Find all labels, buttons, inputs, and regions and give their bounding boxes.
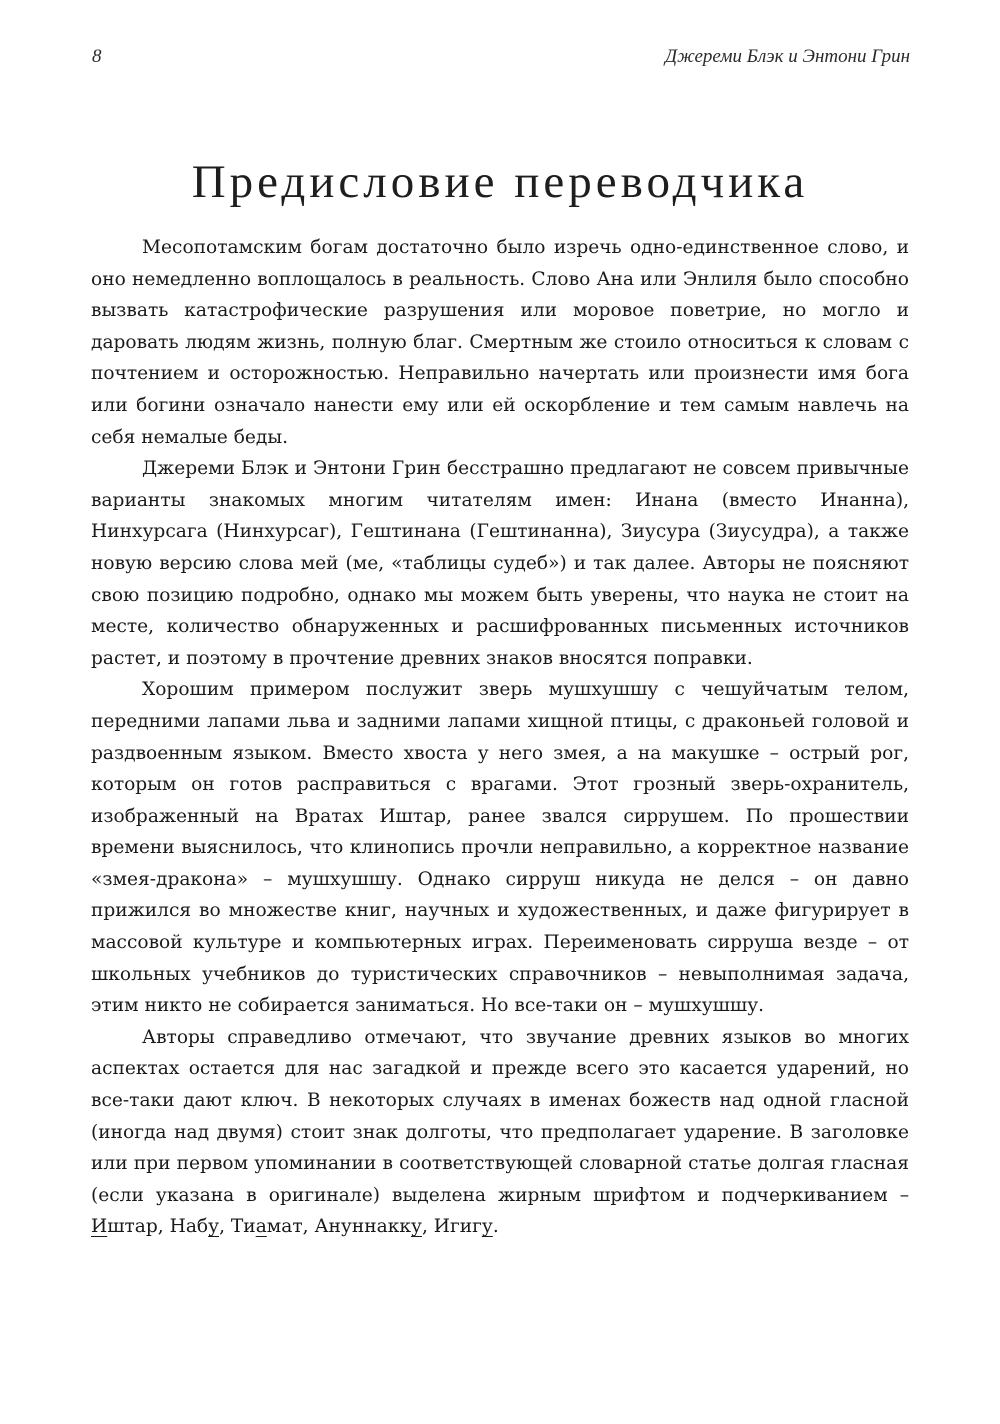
example-3: Ануннакку	[314, 1216, 422, 1238]
running-title: Джереми Блэк и Энтони Грин	[664, 46, 910, 67]
page-number: 8	[92, 46, 102, 67]
paragraph: Хорошим примером послужит зверь мушхушшу с чешуйчатым телом, передними лапами льва и задними лапами хищной птицы, с драконьей головой и раздвоенным языком. Вместо хвоста у него змея, а на макушке – острый рог, которым он готов расправиться с врагами. Этот грозный зверь-охранитель, изображенный на Вратах Иштар, ранее звался сиррушем. По прошествии времени выяснилось, что клинопись прочли неправильно, а корректное название «змея-дракона» – мушхушшу. Однако сирруш никуда не делся – он давно прижился во множестве книг, научных и художественных, и даже фигурирует в массовой культуре и компьютерных играх. Переименовать сирруша везде – от школьных учебников до туристических справочников – невыполнимая задача, этим никто не собирается заниматься. Но все-таки он – мушхушшу.	[91, 679, 909, 1017]
paragraph: Джереми Блэк и Энтони Грин бесстрашно предлагают не совсем привычные варианты знакомых многим читателям имен: Инана (вместо Инанна), Нинхурсага (Нинхурсаг), Гештинана (Гештинанна), Зиусура (Зиусудра), а также новую версию слова мей (ме, «таблицы судеб») и так далее. Авторы не поясняют свою позицию подробно, однако мы можем быть уверены, что наука не стоит на месте, количество обнаруженных и расшифрованных письменных источников растет, и поэтому в прочтение древних знаков вносятся поправки.	[91, 458, 909, 669]
long-vowel-mark: у	[481, 1216, 493, 1238]
long-vowel-mark: у	[410, 1216, 422, 1238]
long-vowel-mark: у	[208, 1216, 220, 1238]
paragraph-last: Авторы справедливо отмечают, что звучание древних языков во многих аспектах остается для нас загадкой и прежде всего это касается ударений, но все-таки дают ключ. В некоторых случаях в именах божеств над одной гласной (иногда над двумя) стоит знак долготы, что предполагает ударение. В заголовке или при первом упоминании в соответствующей словарной статье долгая гласная (если указана в оригинале) выделена жирным шрифтом и подчеркиванием – Иштар, Набу, Тиамат, Ануннакку, Игигу.	[91, 1026, 909, 1238]
example-4: Игигу	[433, 1216, 493, 1238]
body-text	[91, 232, 909, 1243]
long-vowel-mark: а	[255, 1216, 267, 1238]
chapter-title: Предисловие переводчика	[191, 156, 809, 208]
example-0: Иштар	[91, 1216, 158, 1238]
paragraph-text: Авторы справедливо отмечают, что звучание древних языков во многих аспектах остается для нас загадкой и прежде всего это касается ударений, но все-таки дают ключ. В некоторых случаях в именах божеств над одной гласной (иногда над двумя) стоит знак долготы, что предполагает ударение. В заголовке или при первом упоминании в соответствующей словарной статье долгая гласная (если указана в оригинале) выделена жирным шрифтом и подчеркиванием –	[91, 1026, 909, 1206]
example-2: Тиамат	[230, 1216, 303, 1238]
long-vowel-mark: И	[91, 1216, 108, 1238]
example-1: Набу	[169, 1216, 220, 1238]
paragraph: Месопотамским богам достаточно было изречь одно-единственное слово, и оно немедленно воплощалось в реальность. Слово Ана или Энлиля было способно вызвать катастрофические разрушения или моровое поветрие, но могло и даровать людям жизнь, полную благ. Смертным же стоило относиться к словам с почтением и осторожностью. Неправильно начертать или произнести имя бога или богини означало нанести ему или ей оскорбление и тем самым навлечь на себя немалые беды.	[91, 237, 909, 448]
